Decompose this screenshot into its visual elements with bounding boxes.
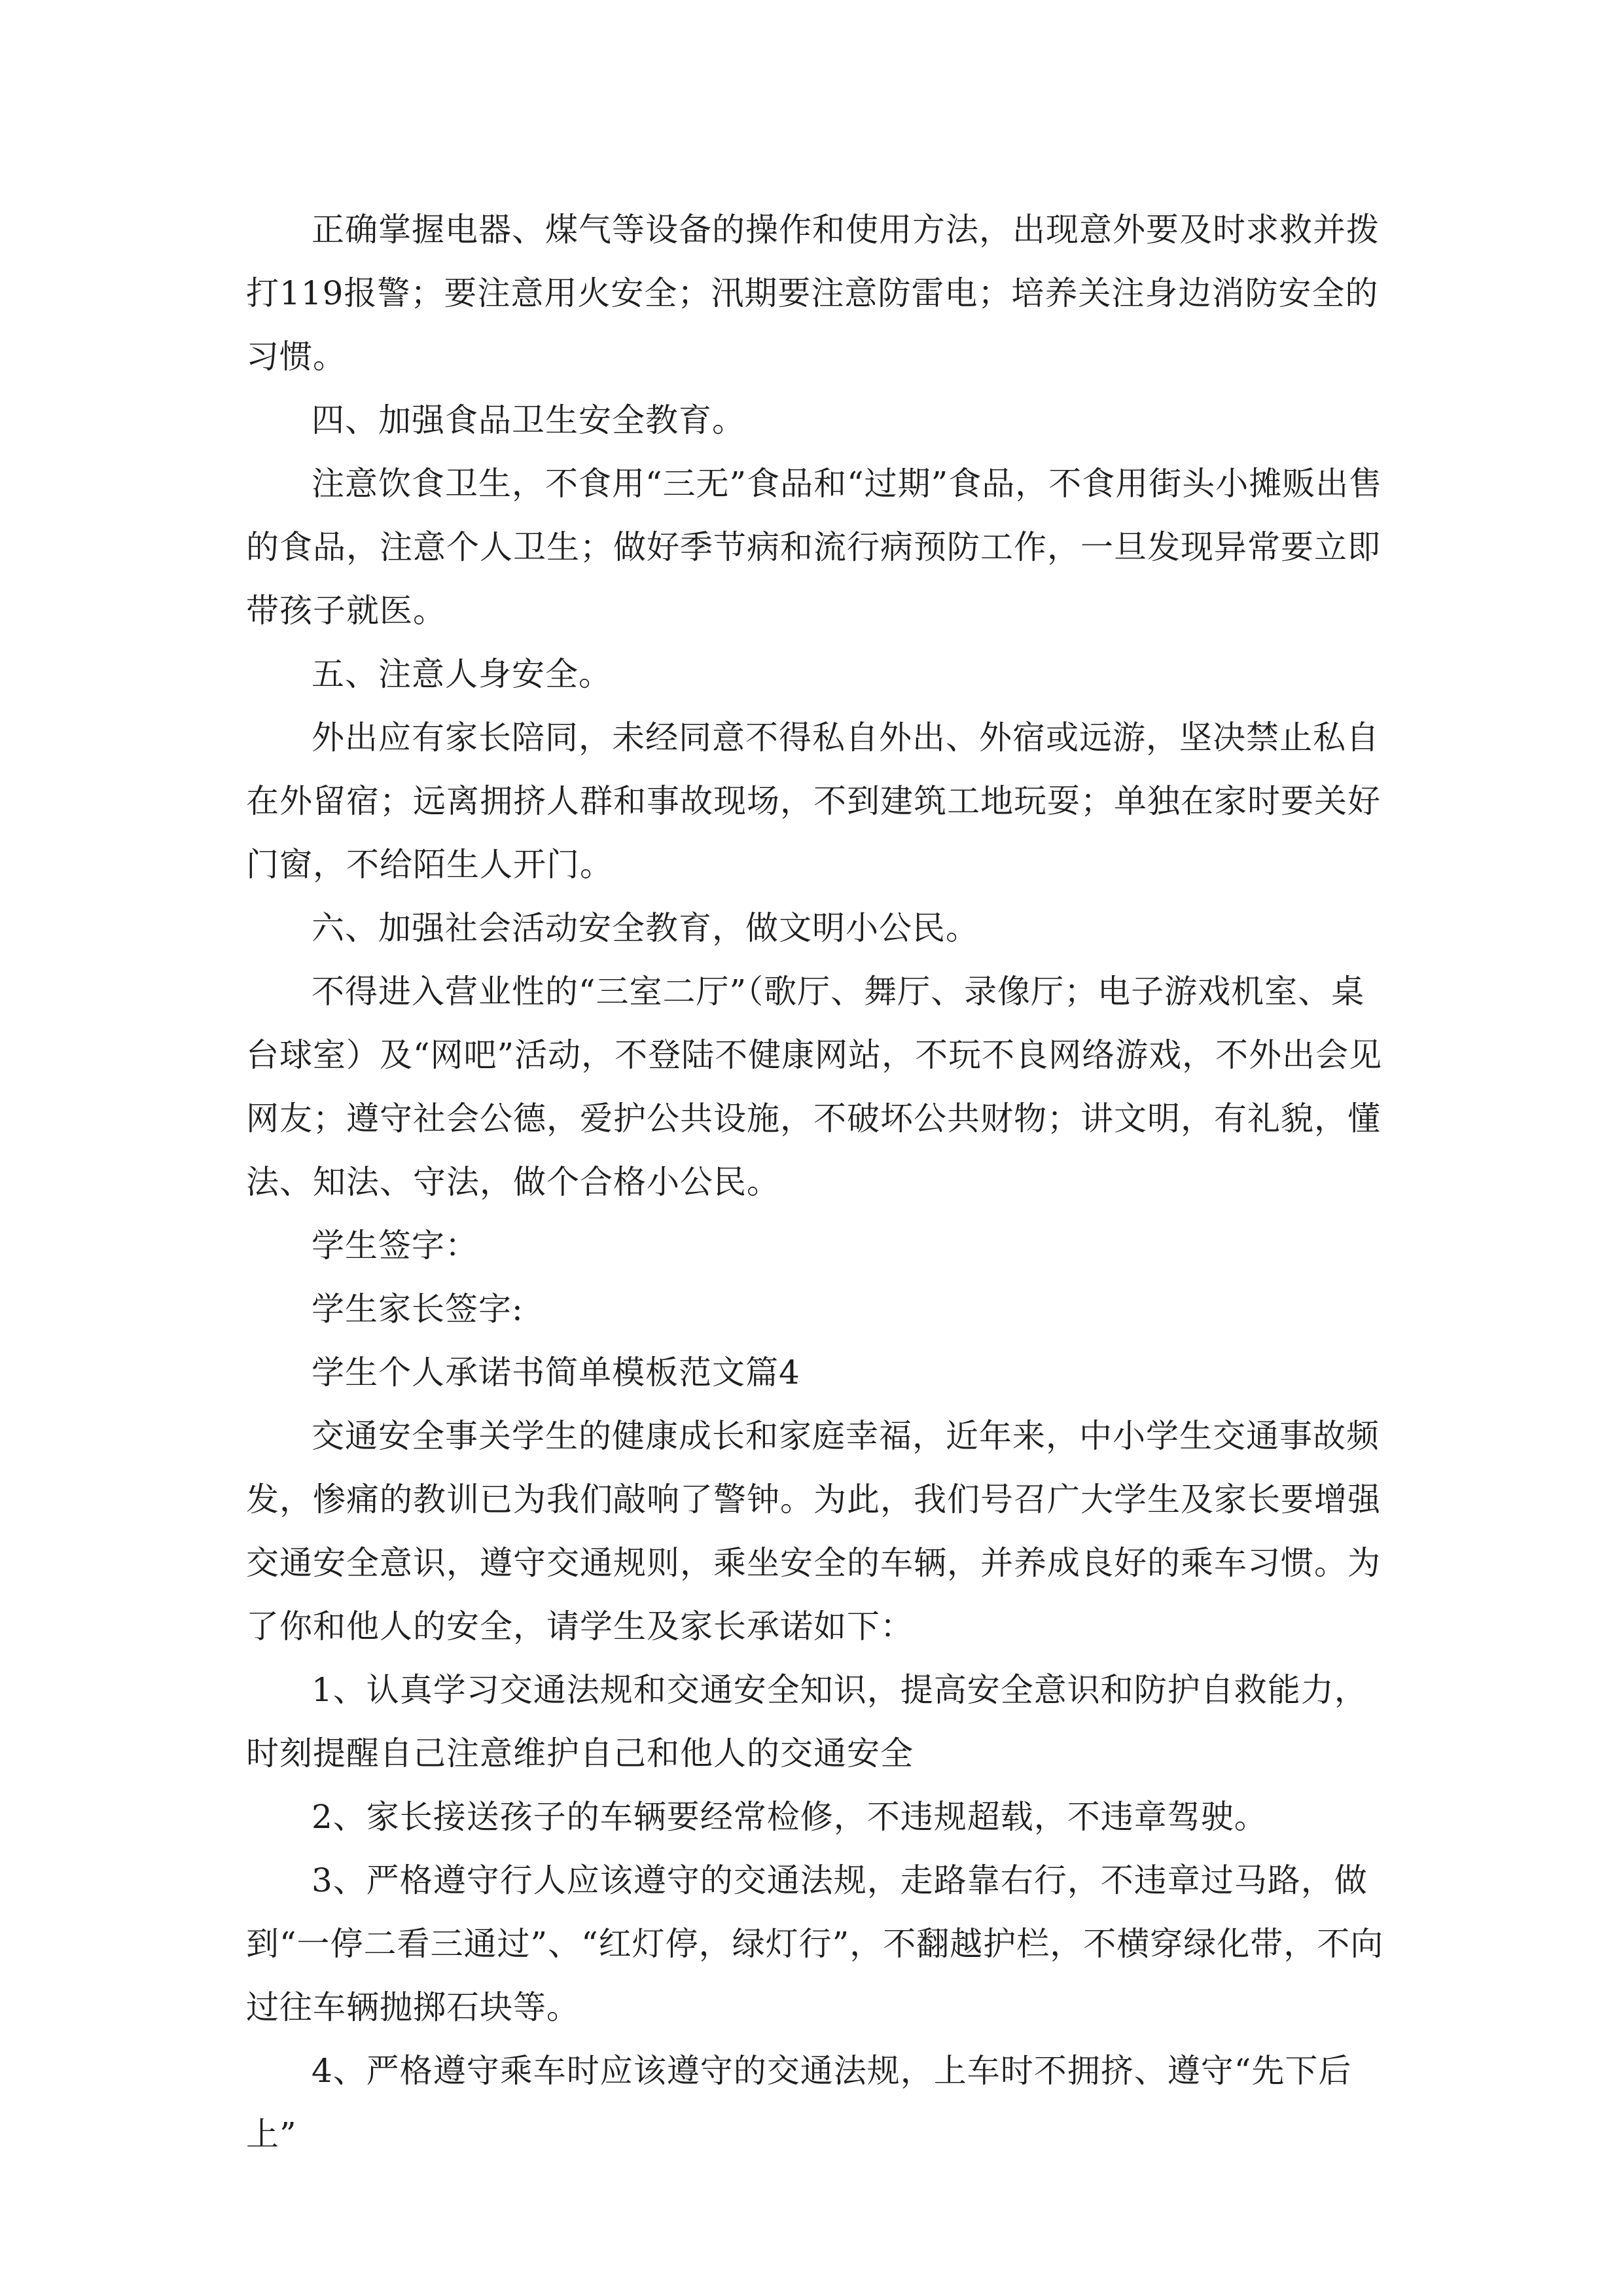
list-item-2: 2、家长接送孩子的车辆要经常检修，不违规超载，不违章驾驶。 xyxy=(312,1798,1268,1836)
paragraph-social-activity: 不得进入营业性的“三室二厅”（歌厅、舞厅、录像厅；电子游戏机室、桌台球室）及“网吧”活动，不登陆不健康网站，不玩不良网络游戏，不外出会见网友；遵守社会公德，爱护公共设施，不破坏公共财物；讲文明，有礼貌，懂法、知法、守法，做个合格小公民。 xyxy=(246,973,1383,1201)
heading-personal-safety: 五、注意人身安全。 xyxy=(312,655,612,693)
student-signature-line: 学生签字： xyxy=(312,1227,478,1265)
heading-social-activity: 六、加强社会活动安全教育，做文明小公民。 xyxy=(312,909,979,947)
paragraph-fire-safety: 正确掌握电器、煤气等设备的操作和使用方法，出现意外要及时求救并拨打119报警；要注意用火安全；汛期要注意防雷电；培养关注身边消防安全的习惯。 xyxy=(246,211,1380,376)
paragraph-personal-safety: 外出应有家长陪同，未经同意不得私自外出、外宿或远游，坚决禁止私自在外留宿；远离拥挤人群和事故现场，不到建筑工地玩耍；单独在家时要关好门窗，不给陌生人开门。 xyxy=(246,719,1381,884)
list-item-4: 4、严格遵守乘车时应该遵守的交通法规，上车时不拥挤、遵守“先下后上” xyxy=(246,2052,1352,2153)
paragraph-food-safety: 注意饮食卫生，不食用“三无”食品和“过期”食品，不食用街头小摊贩出售的食品，注意个人卫生；做好季节病和流行病预防工作，一旦发现异常要立即带孩子就医。 xyxy=(246,465,1383,630)
document-body xyxy=(246,198,1385,2166)
parent-signature-line: 学生家长签字: xyxy=(312,1290,524,1328)
paragraph-traffic-intro: 交通安全事关学生的健康成长和家庭幸福，近年来，中小学生交通事故频发，惨痛的教训已为我们敲响了警钟。为此，我们号召广大学生及家长要增强交通安全意识，遵守交通规则，乘坐安全的车辆，并养成良好的乘车习惯。为了你和他人的安全，请学生及家长承诺如下： xyxy=(246,1417,1381,1645)
heading-food-safety: 四、加强食品卫生安全教育。 xyxy=(312,401,745,439)
list-item-1: 1、认真学习交通法规和交通安全知识，提高安全意识和防护自救能力，时刻提醒自己注意维护自己和他人的交通安全 xyxy=(246,1671,1368,1772)
list-item-3: 3、严格遵守行人应该遵守的交通法规，走路靠右行，不违章过马路，做到“一停二看三通过”、“红灯停，绿灯行”，不翻越护栏，不横穿绿化带，不向过往车辆抛掷石块等。 xyxy=(246,1861,1384,2026)
section-title: 学生个人承诺书简单模板范文篇4 xyxy=(312,1354,800,1391)
